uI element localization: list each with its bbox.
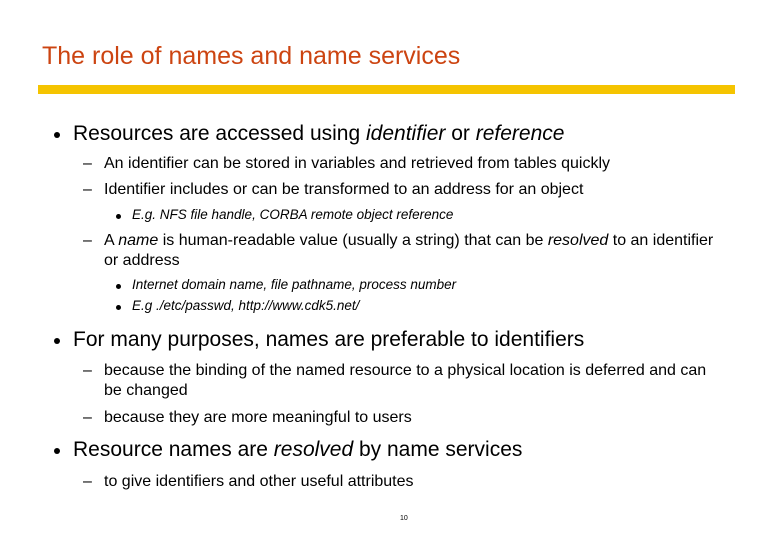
dash-marker: – <box>83 181 92 198</box>
page-number: 10 <box>400 515 408 522</box>
sub-sub-point-text: E.g ./etc/passwd, http://www.cdk5.net/ <box>132 298 360 313</box>
sub-point-text: Identifier includes or can be transformed to an address for an object <box>104 181 584 198</box>
sub-sub-point-text: E.g. NFS file handle, CORBA remote object reference <box>132 207 454 222</box>
sub-point-text: to give identifiers and other useful attributes <box>104 473 414 490</box>
sub-point-text: because the binding of the named resource to a physical location is deferred and can be changed <box>104 362 707 399</box>
sub-point-text: A name is human-readable value (usually a string) that can be resolved to an identifier or address <box>104 232 714 269</box>
sub-point-text: An identifier can be stored in variables and retrieved from tables quickly <box>104 155 611 172</box>
sub-point-text: because they are more meaningful to users <box>104 409 412 426</box>
small-bullet-dot <box>116 284 121 289</box>
dash-marker: – <box>83 409 92 426</box>
small-bullet-dot <box>116 305 121 310</box>
dash-marker: – <box>83 473 92 490</box>
dash-marker: – <box>83 362 92 379</box>
bullet-text: For many purposes, names are preferable to identifiers <box>73 328 585 351</box>
dash-marker: – <box>83 232 92 249</box>
bullet-text: Resources are accessed using identifier or reference <box>73 122 565 145</box>
sub-sub-point-text: Internet domain name, file pathname, process number <box>132 277 457 292</box>
bullet-text: Resource names are resolved by name services <box>73 438 523 461</box>
slide-title: The role of names and name services <box>42 42 461 70</box>
small-bullet-dot <box>116 214 121 219</box>
bullet-dot <box>54 448 60 454</box>
bullet-dot <box>54 132 60 138</box>
title-underline <box>38 85 735 94</box>
bullet-dot <box>54 338 60 344</box>
dash-marker: – <box>83 155 92 172</box>
